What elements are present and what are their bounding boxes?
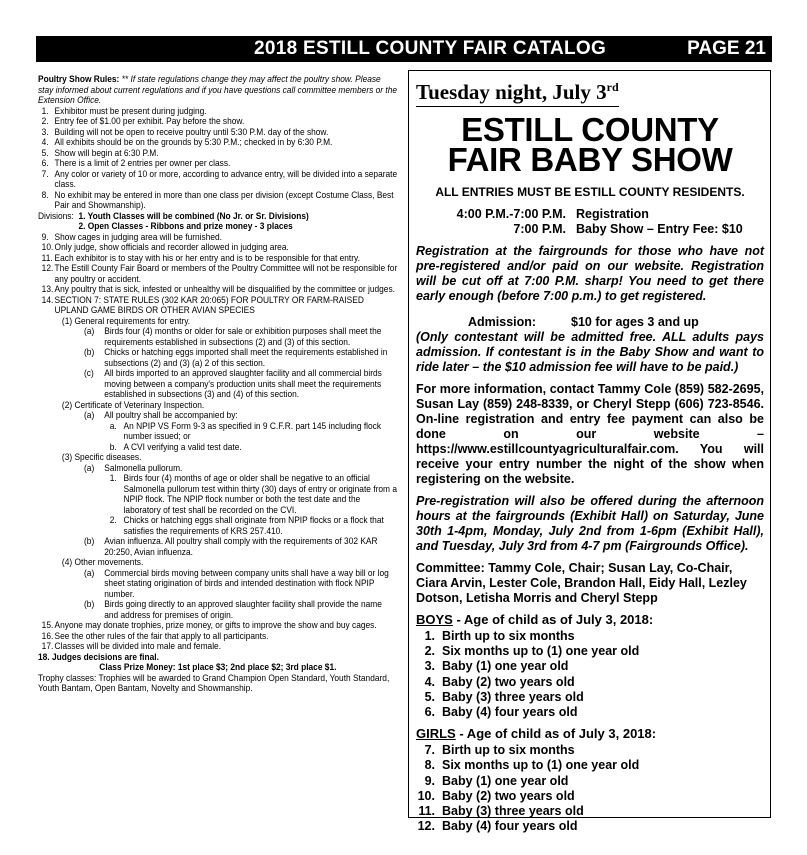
age-class-item: 6. Baby (4) four years old — [424, 705, 578, 720]
subsection-3a: (a) Salmonella pullorum. — [84, 462, 183, 473]
divisions-label: Divisions: — [38, 210, 74, 221]
event-show: Baby Show – Entry Fee: $10 — [576, 222, 743, 236]
page-number: PAGE 21 — [687, 38, 766, 59]
poultry-rules-column — [38, 74, 398, 694]
age-class-item: 2. Six months up to (1) one year old — [424, 644, 640, 659]
rule-item: 3. Building will not be open to receive poultry until 5:30 P.M. day of the show. — [41, 126, 329, 137]
girls-heading: GIRLS - Age of child as of July 3, 2018: — [416, 726, 657, 742]
subsection-3b: (b) Avian influenza. All poultry shall comply with the requirements of 302 KAR 20:250, Avian influenza. — [84, 536, 378, 557]
subsection-2: (2) Certificate of Veterinary Inspection. — [61, 399, 205, 410]
committee-members: Tammy Cole, Chair; Susan Lay, Co-Chair, Ciara Arvin, Lester Cole, Brandon Hall, Eidy Hall, Lezley Dotson, Letisha Morris and Cheryl Stepp — [416, 561, 747, 605]
age-class-item: 7. Birth up to six months — [424, 743, 575, 758]
preregistration-note: Pre-registration will also be offered during the afternoon hours at the fairgrounds (Exhibit Hall) on Saturday, June 30th 1-4pm, Monday, July 2nd from 1-6pm (Exhibit Hall), and Tuesday, July 3rd from 4-7 pm (Fairgrounds Office). — [416, 494, 764, 553]
time-show: 7:00 P.M. — [513, 222, 566, 236]
registration-note: Registration at the fairgrounds for those who have not pre-registered and/or paid on our website. Registration will be cut off at 7:00 P.M. sharp! You need to get there early enough (before 7:00 p.m.) to get registered. — [416, 244, 764, 303]
prize-money: Class Prize Money: 1st place $3; 2nd place $2; 3rd place $1. — [99, 662, 337, 672]
rule-item: 13. Any poultry that is sick, infested or unhealthy will be disqualified by the committee or judges. — [41, 284, 395, 294]
rule-item: 12. The Estill County Fair Board or members of the Poultry Committee will not be responsible for any poultry or accident. — [41, 263, 398, 284]
committee-label: Committee: — [416, 561, 485, 575]
subsection-2a: (a) All poultry shall be accompanied by: — [84, 410, 238, 420]
rule-item: 10. Only judge, show officials and recorder allowed in judging area. — [41, 242, 289, 252]
page-header — [36, 36, 772, 62]
girls-classes — [416, 743, 764, 834]
rule-item: 17. Classes will be divided into male and female. — [41, 641, 222, 651]
age-class-item: 9. Baby (1) one year old — [424, 773, 569, 788]
age-class-item: 1. Birth up to six months — [424, 629, 575, 643]
poultry-intro-note: ** If state regulations change they may affect the poultry show. Please stay informed about current regulations and if you have questions call committee members or the Extension Office. — [38, 74, 398, 105]
rule-item: 4. All exhibits should be on the grounds by 5:30 P.M.; checked in by 6:30 P.M. — [41, 137, 333, 147]
poultry-intro-heading: Poultry Show Rules: — [38, 74, 120, 84]
time-registration: 4:00 P.M.-7:00 P.M. — [456, 207, 566, 221]
rule-item: 14. SECTION 7: STATE RULES (302 KAR 20:065) FOR POULTRY OR FARM-RAISED UPLAND GAME BIRDS OR OTHER AVIAN SPECIES — [41, 294, 364, 315]
rules-list-a — [38, 106, 398, 211]
baby-show-date: Tuesday night, July 3rd — [416, 75, 619, 107]
subsection-4: (4) Other movements. — [61, 557, 144, 567]
rules-list-b — [38, 232, 398, 316]
rule-item: 5. Show will begin at 6:30 P.M. — [41, 147, 159, 158]
baby-show-title: ESTILL COUNTY FAIR BABY SHOW — [447, 111, 733, 178]
catalog-title: 2018 ESTILL COUNTY FAIR CATALOG — [254, 38, 607, 59]
schedule — [416, 207, 764, 237]
subsection-2a-b: b. A CVI verifying a valid test date. — [109, 441, 242, 452]
rule-item: 2. Entry fee of $1.00 per exhibit. Pay before the show. — [41, 116, 245, 126]
age-class-item: 3. Baby (1) one year old — [424, 659, 569, 674]
residents-notice: ALL ENTRIES MUST BE ESTILL COUNTY RESIDENTS. — [435, 185, 745, 199]
divisions-row — [38, 211, 398, 222]
subsection-1b: (b) Chicks or hatching eggs imported shall meet the requirements established in subsections (2) and (3) (a) 2 of this section. — [84, 347, 388, 368]
subsection-4b: (b) Birds going directly to an approved slaughter facility shall provide the name and address for premises of origin. — [84, 599, 382, 620]
rule-item: 11. Each exhibitor is to stay with his or her entry and is to be responsible for that entry. — [41, 252, 360, 263]
division-1: 1. Youth Classes will be combined (No Jr. or Sr. Divisions) — [78, 210, 309, 221]
subsection-3a-1: 1. Birds four (4) months of age or older shall be negative to an official Salmonella pullorum test within thirty (30) days of entry or originate from a NPIP flock. The NPIP flock number or both the test date and the laboratory of test shall be recorded on the CVI. — [109, 473, 397, 515]
division-2: 2. Open Classes - Ribbons and prize money - 3 places — [78, 221, 293, 231]
rule-item: 6. There is a limit of 2 entries per owner per class. — [41, 158, 231, 168]
admission — [416, 315, 764, 330]
rule-item: 8. No exhibit may be entered in more than one class per division (except Costume Class, Best Pair and Showmanship). — [41, 189, 394, 210]
boys-heading: BOYS - Age of child as of July 3, 2018: — [416, 612, 654, 627]
admission-label: Admission: — [468, 315, 537, 329]
trophy-classes: Trophy classes: Trophies will be awarded to Grand Champion Open Standard, Youth Standard, Youth Bantam, Open Bantam, Novelty and Showmanship. — [38, 672, 390, 693]
age-class-item: 11. Baby (3) three years old — [418, 804, 584, 819]
age-class-item: 5. Baby (3) three years old — [424, 689, 584, 704]
rule-item: 7. Any color or variety of 10 or more, according to advance entry, will be divided into a separate class. — [41, 168, 398, 189]
subsection-3a-2: 2. Chicks or hatching eggs shall originate from NPIP flocks or a flock that satisfies the requirements of KRS 257.410. — [109, 515, 384, 536]
subsection-3: (3) Specific diseases. — [61, 452, 142, 462]
rule-item: 15. Anyone may donate trophies, prize money, or gifts to improve the show and buy cages. — [41, 620, 377, 630]
rule-item: 16. See the other rules of the fair that apply to all participants. — [41, 630, 269, 641]
subsection-2a-a: a. An NPIP VS Form 9-3 as specified in 9 C.F.R. part 145 including flock number issued; or — [109, 420, 382, 441]
age-class-item: 12. Baby (4) four years old — [417, 819, 578, 834]
rule-18: 18. Judges decisions are final. — [38, 651, 159, 662]
admission-note: (Only contestant will be admitted free. ALL adults pays admission. If contestant is in the Baby Show and want to ride later – the $10 admission fee will have to be paid.) — [416, 330, 764, 374]
rules-list-c — [38, 620, 398, 652]
rule-item: 1. Exhibitor must be present during judging. — [41, 105, 207, 116]
more-info: For more information, contact Tammy Cole (859) 582-2695, Susan Lay (859) 248-8339, or Cheryl Stepp (606) 723-8546. On-line registration and entry fee payment can also be done on our website – https://www.estillcountyagriculturalfair.com. You will receive your entry number the night of the show when registering on the website. — [416, 382, 764, 486]
baby-show-box — [408, 70, 771, 834]
subsection-1a: (a) Birds four (4) months or older for sale or exhibition purposes shall meet the requirements established in subsections (2) and (3) of this section. — [84, 326, 382, 347]
event-registration: Registration — [576, 207, 649, 221]
divisions-row-2 — [38, 221, 398, 232]
subsection-1: (1) General requirements for entry. — [61, 315, 191, 326]
age-class-item: 4. Baby (2) two years old — [424, 674, 575, 689]
age-class-item: 10. Baby (2) two years old — [417, 788, 575, 803]
poultry-intro — [38, 74, 398, 106]
subsection-4a: (a) Commercial birds moving between company units shall have a way bill or log sheet stating origination of birds and intended destination with flock NPIP number. — [84, 567, 389, 599]
committee — [416, 561, 764, 606]
boys-classes — [416, 629, 764, 720]
admission-value: $10 for ages 3 and up — [571, 315, 699, 329]
rule-item: 9. Show cages in judging area will be furnished. — [41, 231, 222, 242]
subsection-1c: (c) All birds imported to an approved slaughter facility and all commercial birds moving between a company's production units shall meet the requirements established in subsections (3) and (4) of this section. — [84, 368, 382, 399]
age-class-item: 8. Six months up to (1) one year old — [424, 758, 640, 773]
